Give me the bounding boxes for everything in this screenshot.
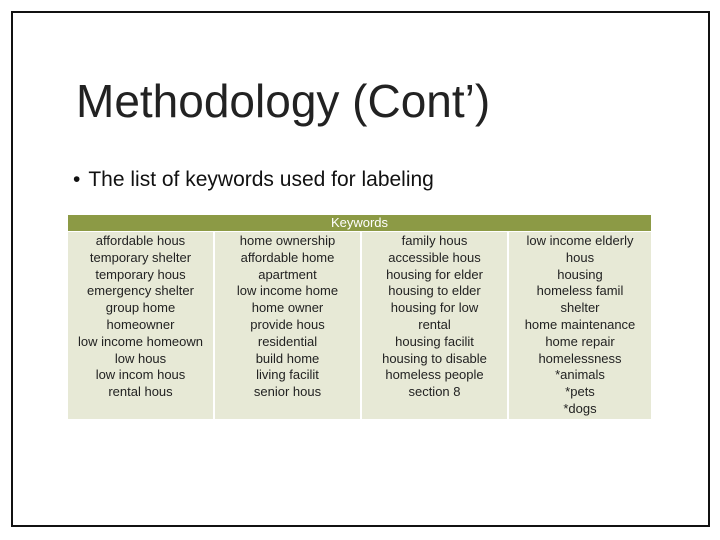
bullet-text: The list of keywords used for labeling <box>88 168 434 191</box>
keyword-cell: housing for elder <box>386 266 483 282</box>
keyword-cell: living facilit <box>256 367 319 383</box>
keywords-column-4 <box>509 232 651 419</box>
keyword-cell: low incom hous <box>95 367 186 383</box>
keyword-cell: low income elderly <box>526 233 634 248</box>
keyword-cell: housing to elder <box>388 283 481 299</box>
slide-title: Methodology (Cont’) <box>76 75 491 127</box>
keyword-cell: emergency shelter <box>87 283 194 299</box>
keyword-cell: housing facilit <box>395 333 474 349</box>
keyword-cell: temporary hous <box>95 266 186 282</box>
keyword-cell: home maintenance <box>524 316 636 332</box>
keyword-cell: apartment <box>258 266 317 282</box>
keyword-cell: affordable home <box>240 249 335 265</box>
keyword-cell: *animals <box>555 367 605 383</box>
keyword-cell: home repair <box>545 333 615 349</box>
keyword-cell: homeless famil <box>536 283 624 299</box>
bullet-marker: • <box>73 168 81 191</box>
keyword-cell: housing for low <box>390 300 479 316</box>
keyword-cell: shelter <box>560 300 600 316</box>
keyword-cell: *pets <box>565 384 595 400</box>
keyword-cell: housing <box>557 266 603 282</box>
keyword-cell: temporary shelter <box>89 249 192 265</box>
keyword-cell: section 8 <box>408 384 461 400</box>
keyword-cell: provide hous <box>250 316 325 332</box>
keywords-column-2 <box>215 232 360 419</box>
keyword-cell: low hous <box>114 350 167 366</box>
keyword-cell: housing to disable <box>382 350 487 366</box>
keywords-column-3 <box>362 232 507 419</box>
keyword-cell: residential <box>257 333 318 349</box>
keyword-cell: homeless people <box>385 367 484 383</box>
keyword-cell: senior hous <box>253 384 322 400</box>
keyword-cell: rental hous <box>108 384 173 400</box>
keyword-cell: low income home <box>236 283 339 299</box>
keyword-cell: hous <box>565 249 595 265</box>
keyword-cell: family hous <box>401 233 468 248</box>
keyword-cell: low income homeown <box>77 333 203 349</box>
keyword-cell: homeowner <box>106 316 175 332</box>
keywords-table <box>68 215 651 419</box>
keyword-cell: *dogs <box>563 400 597 416</box>
keyword-cell: build home <box>255 350 320 366</box>
keywords-table-header: Keywords <box>68 215 651 231</box>
keyword-cell: group home <box>105 300 176 316</box>
keyword-cell: homelessness <box>538 350 622 366</box>
keyword-cell: home owner <box>251 300 324 316</box>
keyword-cell: rental <box>418 316 451 332</box>
bullet-item <box>73 166 434 194</box>
keyword-cell: accessible hous <box>388 249 481 265</box>
keywords-column-1 <box>68 232 213 419</box>
keyword-cell: home ownership <box>239 233 336 248</box>
keyword-cell: affordable hous <box>95 233 186 248</box>
